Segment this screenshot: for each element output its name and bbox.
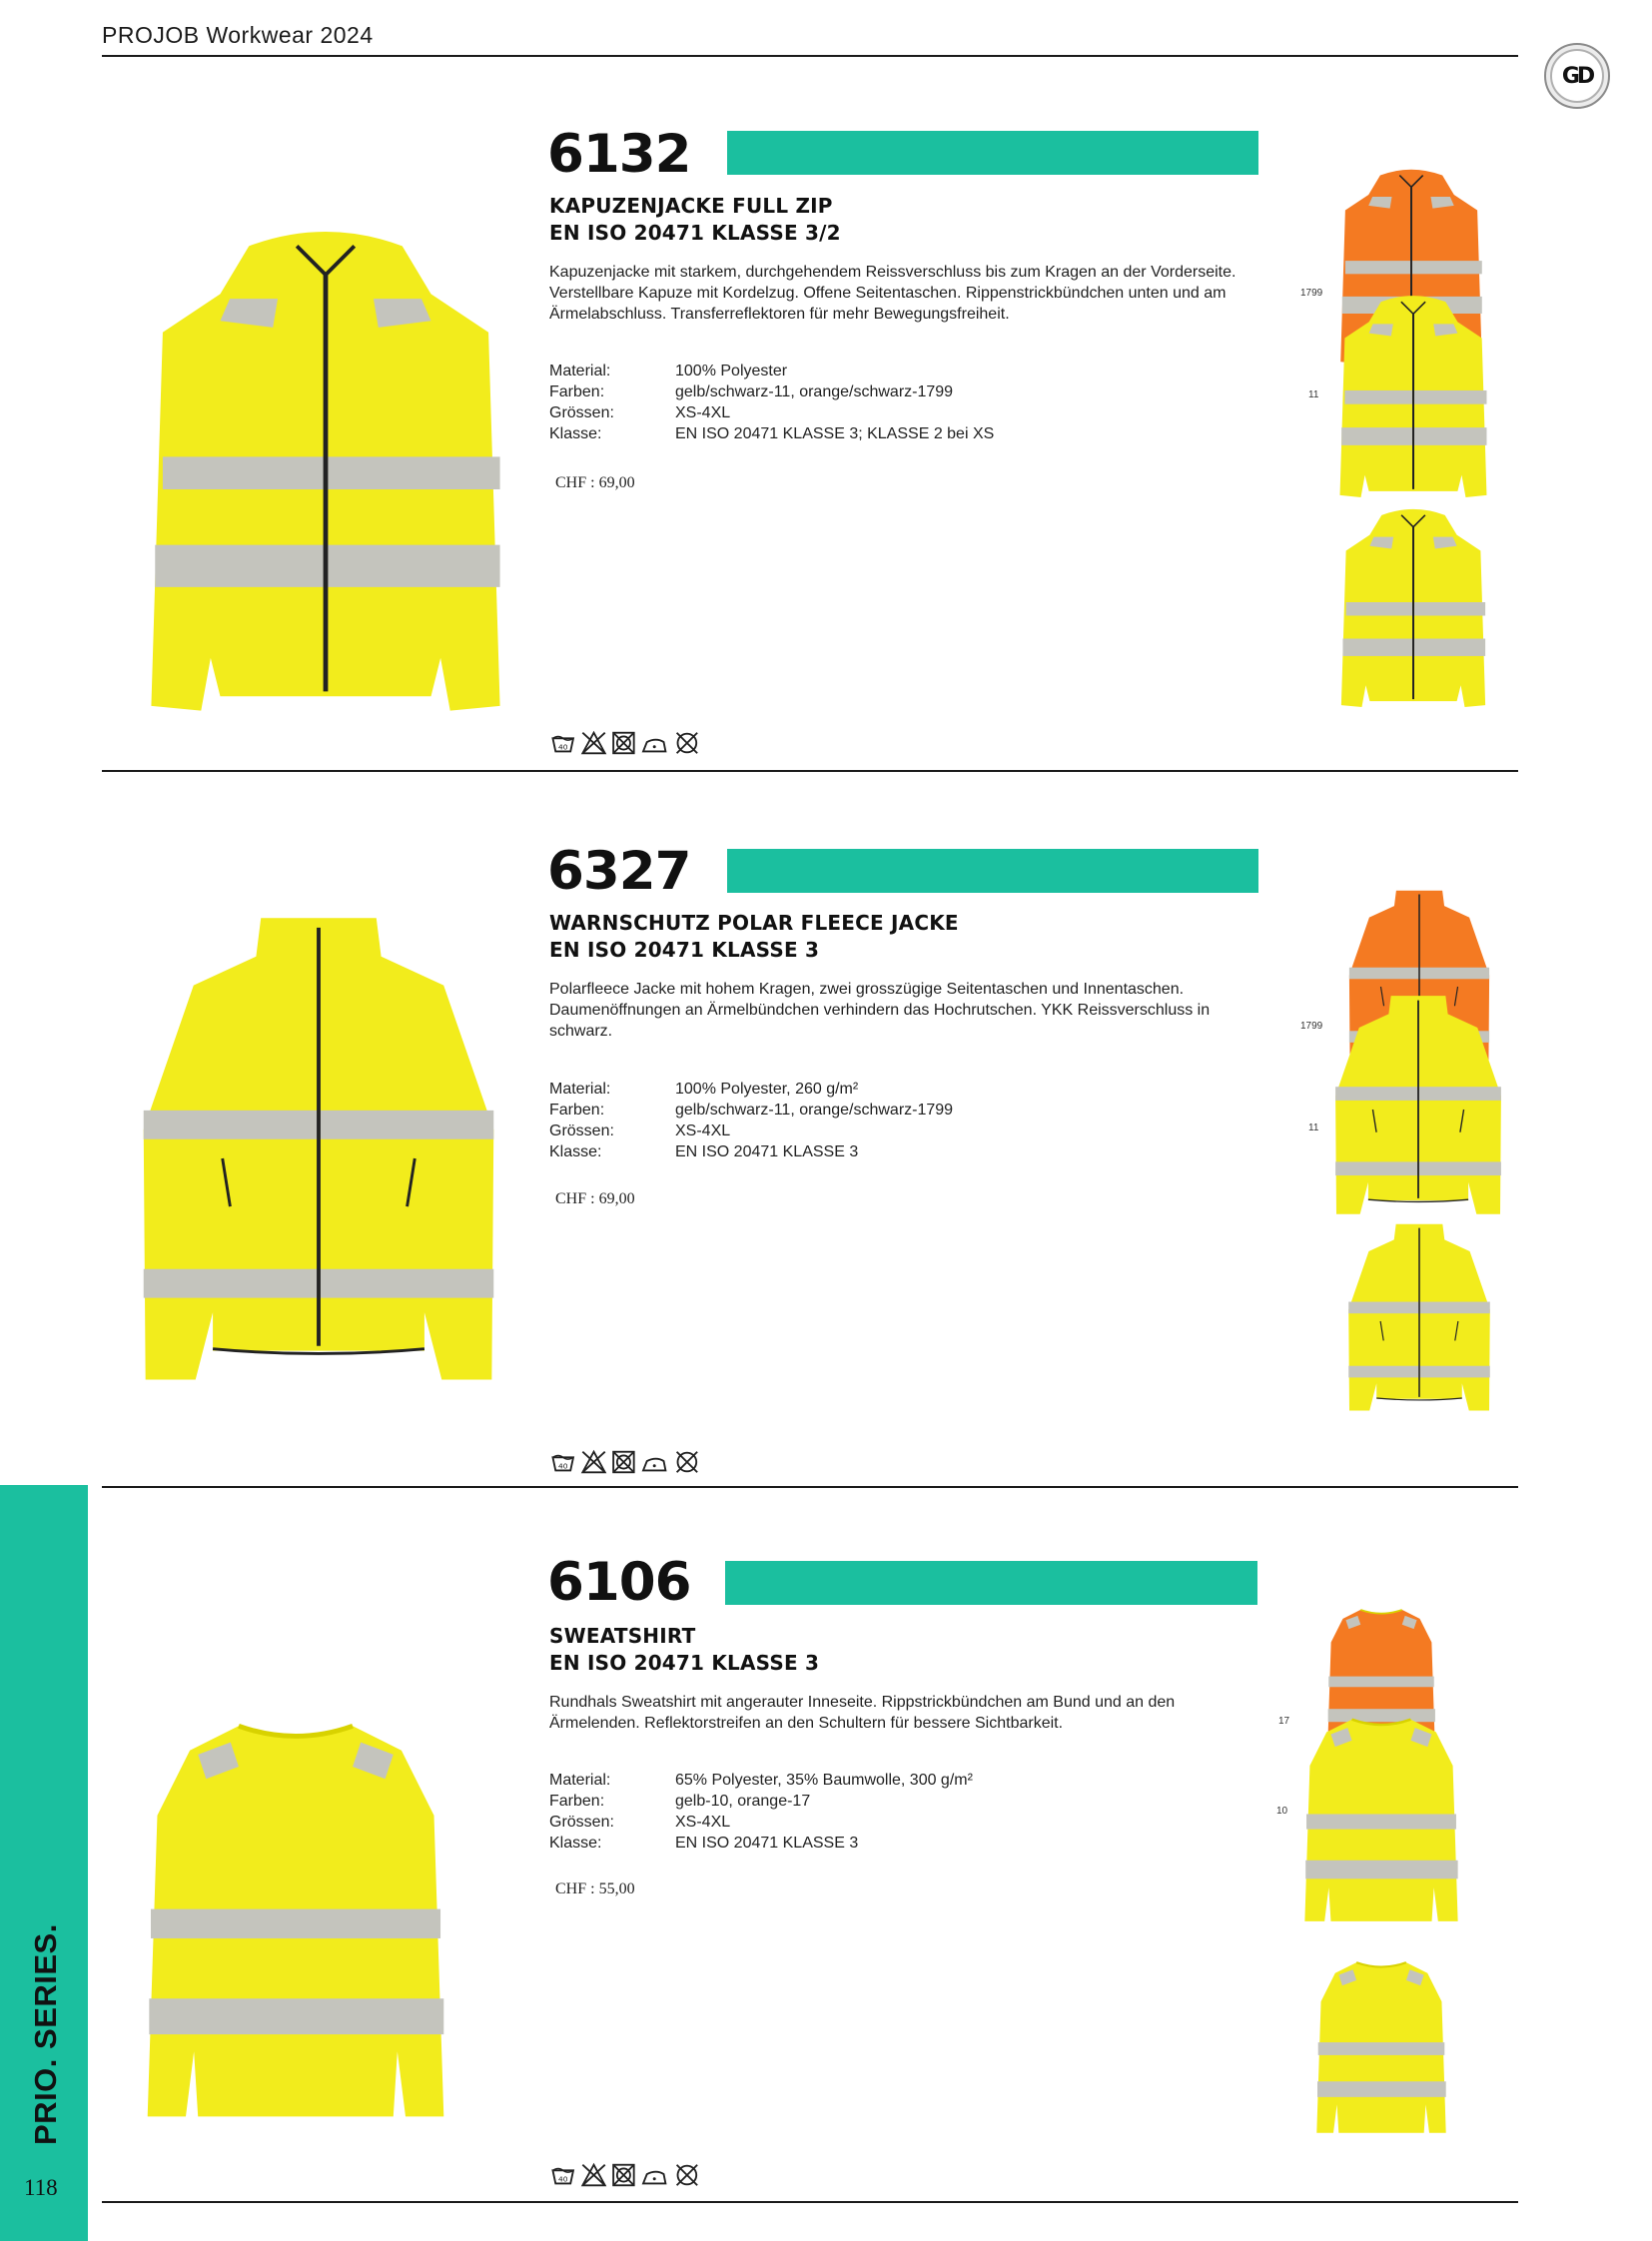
spec-row-material: Material: 100% Polyester, 260 g/m² (549, 1081, 859, 1098)
accent-bar (725, 1561, 1257, 1605)
product-title (549, 1623, 819, 1677)
variant-label-orange: 17 (1278, 1716, 1290, 1727)
product-code: 6327 (547, 841, 691, 902)
product-description: Kapuzenjacke mit starkem, durchgehendem Reissverschluss bis zum Kragen an der Vorderseite. Verstellbare Kapuze mit Kordelzug. Offene Seitentaschen. Rippenstrickbündchen unten und am Ärmelabschluss. Transferreflektoren für mehr Bewegungsfreiheit. (549, 264, 1237, 323)
brand-logo (1544, 43, 1610, 109)
variant-image-back (1343, 1216, 1495, 1426)
product-title (549, 193, 841, 247)
variant-image-yellow (1301, 1710, 1461, 1939)
series-label: PRIO. SERIES. (28, 1923, 63, 2145)
variant-image-yellow (1329, 987, 1507, 1232)
variant-label-yellow: 11 (1308, 389, 1319, 400)
variant-label-orange: 1799 (1300, 1021, 1323, 1032)
spec-row-sizes: Grössen: XS-4XL (549, 404, 731, 421)
product-title-line1: SWEATSHIRT (549, 1624, 696, 1648)
product-title-line2: EN ISO 20471 KLASSE 3 (549, 1651, 820, 1675)
variant-label-orange: 1799 (1300, 288, 1323, 299)
product-price: CHF : 55,00 (555, 1880, 635, 1897)
accent-bar (727, 849, 1258, 893)
product-title-line1: KAPUZENJACKE FULL ZIP (549, 194, 833, 218)
spec-row-sizes: Grössen: XS-4XL (549, 1122, 731, 1139)
variant-image-back (1331, 499, 1495, 713)
variant-label-yellow: 11 (1308, 1122, 1319, 1133)
product-specs (549, 1770, 973, 1854)
variant-image-yellow (1328, 286, 1498, 503)
product-specs (549, 1079, 953, 1162)
product-title-line2: EN ISO 20471 KLASSE 3 (549, 938, 820, 962)
product-divider (102, 770, 1518, 772)
accent-bar (727, 131, 1258, 175)
spec-row-class: Klasse: EN ISO 20471 KLASSE 3 (549, 1835, 859, 1852)
product-description: Rundhals Sweatshirt mit angerauter Inneseite. Rippstrickbündchen am Bund und an den Ärmelenden. Reflektorstreifen an den Schultern für bessere Sichtbarkeit. (549, 1694, 1176, 1732)
care-icons (549, 2161, 709, 2189)
product-code: 6132 (547, 124, 691, 185)
spec-row-material: Material: 65% Polyester, 35% Baumwolle, 300 g/m² (549, 1772, 973, 1789)
variant-label-yellow: 10 (1276, 1806, 1288, 1817)
care-icons (549, 729, 709, 757)
spec-row-class: Klasse: EN ISO 20471 KLASSE 3 (549, 1143, 859, 1160)
spec-row-sizes: Grössen: XS-4XL (549, 1814, 731, 1831)
product-image-fleece-yellow (126, 899, 511, 1418)
header-divider (102, 55, 1518, 57)
care-icons (549, 1448, 709, 1476)
product-divider (102, 2201, 1518, 2203)
product-image-sweatshirt-yellow (126, 1710, 465, 2149)
product-title-line2: EN ISO 20471 KLASSE 3/2 (549, 221, 841, 245)
product-image-hoodie-yellow (128, 208, 523, 725)
spec-row-colors: Farben: gelb-10, orange-17 (549, 1793, 811, 1810)
spec-row-colors: Farben: gelb/schwarz-11, orange/schwarz-1799 (549, 1102, 954, 1119)
spec-row-colors: Farben: gelb/schwarz-11, orange/schwarz-1799 (549, 383, 954, 400)
product-code: 6106 (547, 1552, 691, 1613)
product-divider (102, 1486, 1518, 1488)
catalog-title: PROJOB Workwear 2024 (102, 22, 374, 48)
variant-image-back (1309, 1955, 1453, 2147)
product-description: Polarfleece Jacke mit hohem Kragen, zwei grosszügige Seitentaschen und Innentaschen. Daumenöffnungen an Ärmelbündchen verhindern das Hochrutschen. YKK Reissverschluss in schwarz. (549, 981, 1211, 1040)
product-specs (549, 361, 994, 444)
product-title-line1: WARNSCHUTZ POLAR FLEECE JACKE (549, 911, 959, 935)
spec-row-material: Material: 100% Polyester (549, 363, 788, 379)
product-price: CHF : 69,00 (555, 474, 635, 491)
brand-logo-text: GD (1550, 49, 1604, 103)
spec-row-class: Klasse: EN ISO 20471 KLASSE 3; KLASSE 2 bei XS (549, 425, 995, 442)
product-title (549, 910, 959, 964)
product-price: CHF : 69,00 (555, 1190, 635, 1207)
page-number: 118 (24, 2175, 58, 2200)
